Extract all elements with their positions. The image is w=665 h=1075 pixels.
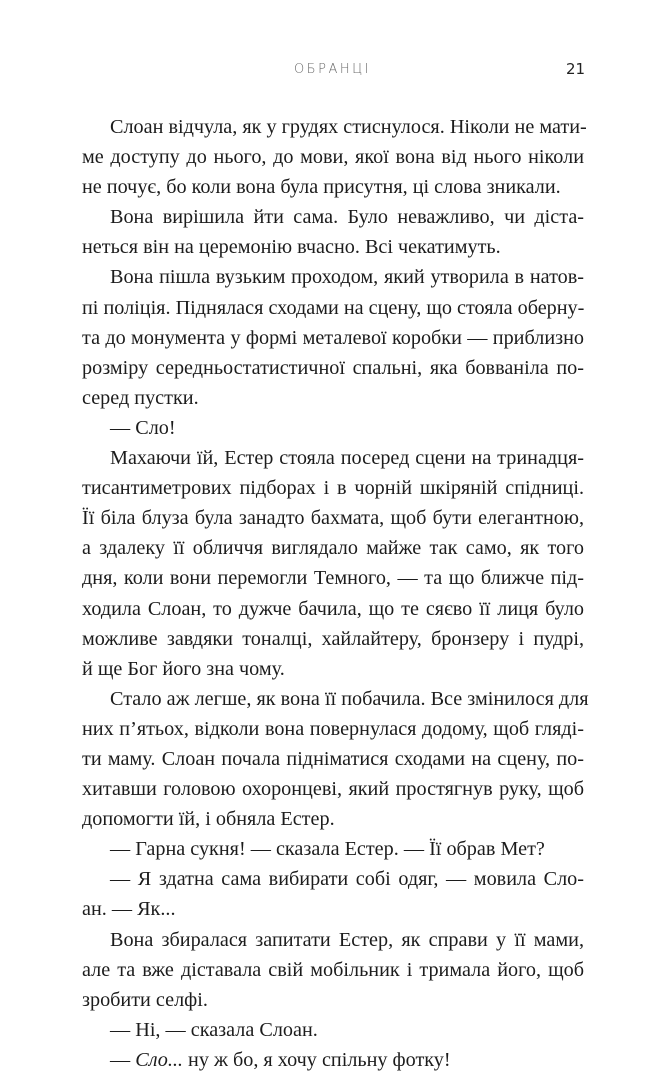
text-line: Її біла блуза була занадто бахмата, щоб бути елегантною,: [82, 507, 584, 530]
text-line: — Гарна сукня! — сказала Естер. — Її обрав Мет?: [110, 838, 545, 861]
text-line: — Ні, — сказала Слоан.: [110, 1018, 318, 1041]
text-line: ан. — Як...: [82, 898, 176, 921]
text-line: них п’ятьох, відколи вона повернулася додому, щоб гляді-: [82, 717, 584, 740]
text-line: можливе завдяки тоналці, хайлайтеру, бронзеру і пудрі,: [82, 627, 584, 650]
dialogue-dash: —: [110, 1048, 136, 1071]
text-line: та до монумента у формі металевої коробки — приблизно: [82, 326, 584, 349]
text-line: тисантиметрових підборах і в чорній шкіряній спідниці.: [82, 477, 584, 500]
running-title: ОБРАНЦІ: [293, 62, 372, 77]
text-line: — Я здатна сама вибирати собі одяг, — мовила Сло-: [110, 868, 584, 891]
text-line: серед пустки.: [82, 386, 199, 409]
text-line: не почує, бо коли вона була присутня, ці слова зникали.: [82, 176, 561, 199]
text-line: але та вже діставала свій мобільник і тримала його, щоб: [82, 958, 584, 981]
text-line: Вона вирішила йти сама. Було неважливо, чи діста-: [110, 206, 584, 229]
text-line-final: [82, 1045, 584, 1075]
text-line: допомогти їй, і обняла Естер.: [82, 808, 335, 831]
text-line: розміру середньостатистичної спальні, яка бовваніла по-: [82, 356, 584, 379]
text-line: Вона збиралася запитати Естер, як справи у її мами,: [110, 928, 584, 951]
body-text: [82, 112, 589, 1075]
text-line: а здалеку її обличчя виглядало майже так само, як того: [82, 537, 584, 560]
text-line: Слоан відчула, як у грудях стиснулося. Ніколи не мати-: [110, 116, 587, 138]
page-number: 21: [566, 60, 586, 78]
text-line: неться він на церемонію вчасно. Всі чекатимуть.: [82, 236, 501, 259]
italic-text: Сло...: [135, 1048, 183, 1071]
text-line: ходила Слоан, то дужче бачила, що те сяєво її лиця було: [82, 597, 584, 620]
text-line: Махаючи їй, Естер стояла посеред сцени на тринадця-: [110, 447, 584, 470]
text-line: дня, коли вони перемогли Темного, — та що ближче під-: [82, 567, 584, 590]
text-line: зробити селфі.: [82, 988, 208, 1011]
text-line: ме доступу до нього, до мови, якої вона від нього ніколи: [82, 146, 584, 169]
text-line: ти маму. Слоан почала підніматися сходами на сцену, по-: [82, 747, 584, 770]
text-line: — Сло!: [110, 416, 176, 439]
text-rest: ну ж бо, я хочу спільну фотку!: [182, 1048, 451, 1071]
text-line: й ще Бог його зна чому.: [82, 657, 285, 680]
text-line: Вона пішла вузьким проходом, який утворила в натов-: [110, 266, 584, 289]
text-line: хитавши головою охоронцеві, який простягнув руку, щоб: [82, 778, 584, 801]
text-line: пі поліція. Піднялася сходами на сцену, що стояла оберну-: [82, 296, 585, 319]
text-line: Стало аж легше, як вона її побачила. Все змінилося для: [110, 687, 589, 710]
